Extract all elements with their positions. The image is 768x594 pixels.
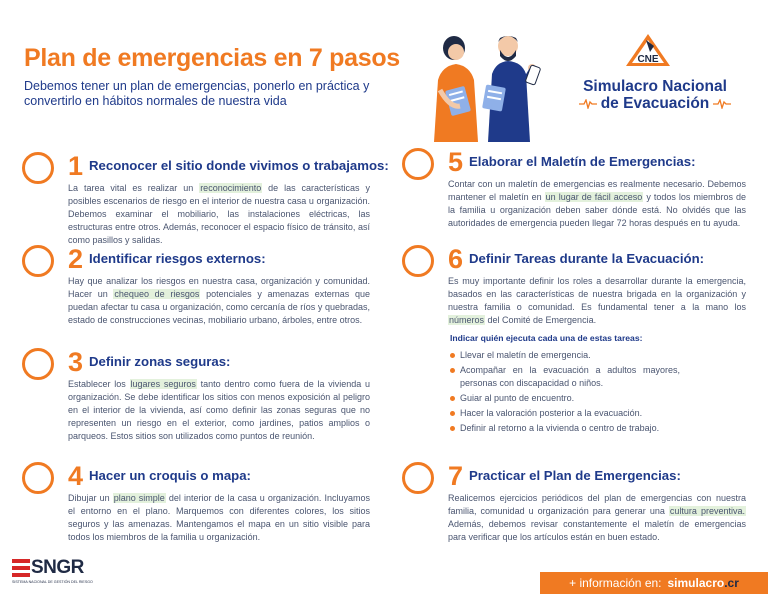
list-item xyxy=(450,364,680,390)
step-text: tanto dentro como fuera de la vivienda u organización. Se debe identificar los sitios con menos exposición al peligro en el interior de la vivienda, así como definir las zonas seguras que no representen un riesgo en el exterior, como jardines, patios amplios o parqueos. Estos sitios son utilizados como puntos de reunión. xyxy=(68,379,370,441)
url-main: simulacro xyxy=(667,576,725,590)
step-text: de las características y posibles escenarios de riesgo en el interior de nuestra casa u organización. Debemos examinar el mobiliario, las instalaciones eléctricas, las estructuras entre otros. Además, reconocer el espacio físico de tránsito, así como pasillos y salidas. xyxy=(68,183,370,245)
step-highlight: cultura preventiva. xyxy=(669,506,745,516)
step-number: 2 xyxy=(68,244,84,274)
url-tld: .cr xyxy=(724,576,739,590)
step-text: Además, debemos revisar constantemente el maletín de emergencias para verificar que los artículos están en buen estado. xyxy=(448,519,746,542)
tasks-list xyxy=(450,349,690,437)
step-number: 4 xyxy=(68,461,84,491)
step-highlight: plano simple xyxy=(113,493,165,503)
list-item-text: Guiar al punto de encuentro. xyxy=(460,393,575,403)
step-text: y todos los miembros de la familia u organización deben saber dónde está. No olvidés que las autoridades de emergencia pueden llegar 72 horas después en tu ayuda. xyxy=(448,192,746,228)
step-text: potenciales y amenazas externas que puedan afectar tu casa u organización, como cercanía de ríos y quebradas, estado de construcciones vecinas, mobiliario urbano, árboles, entre otros. xyxy=(68,289,370,325)
bullet-icon xyxy=(450,411,455,416)
step-body xyxy=(68,275,370,327)
step-body xyxy=(448,275,746,327)
step-number: 6 xyxy=(448,244,464,274)
step-number: 7 xyxy=(448,461,464,491)
step-5 xyxy=(402,148,752,238)
bullet-icon xyxy=(450,368,455,373)
step-text: Dibujar un xyxy=(68,493,113,503)
step-circle-icon xyxy=(22,152,54,184)
step-6 xyxy=(402,245,752,335)
step-highlight: un lugar de fácil acceso xyxy=(545,192,643,202)
step-text: La tarea vital es realizar un xyxy=(68,183,200,193)
brand-line-2: de Evacuación xyxy=(600,95,710,112)
step-heading: Practicar el Plan de Emergencias: xyxy=(469,468,681,483)
step-highlight: chequeo de riesgos xyxy=(114,289,200,299)
list-item-text: Acompañar en la evacuación a adultos mayores, personas con discapacidad o niños. xyxy=(460,365,680,388)
sngr-logo xyxy=(12,557,112,589)
sngr-name: SISTEMA NACIONAL DE GESTIÓN DEL RIESGO xyxy=(12,580,93,584)
page-subtitle: Debemos tener un plan de emergencias, ponerlo en práctica y convertirlo en hábitos normales de nuestra vida xyxy=(24,79,370,108)
step-number: 3 xyxy=(68,347,84,377)
cne-logo xyxy=(624,32,672,68)
step-7 xyxy=(402,462,752,552)
list-item xyxy=(450,422,690,435)
step-circle-icon xyxy=(402,245,434,277)
step-text: Establecer los xyxy=(68,379,130,389)
people-illustration xyxy=(412,30,552,142)
list-item-text: Definir al retorno a la vivienda o centro de trabajo. xyxy=(460,423,660,433)
step-text: Es muy importante definir los roles a desarrollar durante la emergencia, basados en las características de nuestra brigada en la organización y nuestra familia o comunidad. Es fundamental tener a la mano los xyxy=(448,276,746,312)
step-2 xyxy=(22,245,372,340)
step-number: 1 xyxy=(68,151,84,181)
sngr-acronym: SNGR xyxy=(31,557,84,578)
step-circle-icon xyxy=(402,462,434,494)
bullet-icon xyxy=(450,426,455,431)
step-text: Contar con un maletín de emergencias es realmente necesario. Debemos mantener el maletín en xyxy=(448,179,746,202)
step-body xyxy=(68,182,370,247)
step-highlight: números xyxy=(449,315,485,325)
step-3 xyxy=(22,348,372,458)
info-label: + información en: xyxy=(569,576,662,590)
sngr-mark-icon xyxy=(12,559,30,577)
page-title: Plan de emergencias en 7 pasos xyxy=(24,44,400,72)
cne-acronym: CNE xyxy=(637,54,659,65)
step-text: Realicemos ejercicios periódicos del plan de emergencias con nuestra familia, comunidad u organización para generar una xyxy=(448,493,746,516)
step-heading: Definir zonas seguras: xyxy=(89,354,231,369)
info-banner[interactable] xyxy=(540,572,768,594)
bullet-icon xyxy=(450,353,455,358)
list-item xyxy=(450,407,690,420)
step-body xyxy=(448,178,746,230)
step-body xyxy=(68,378,370,443)
list-item xyxy=(450,392,690,405)
step-1 xyxy=(22,151,389,247)
step-circle-icon xyxy=(22,462,54,494)
step-heading: Hacer un croquis o mapa: xyxy=(89,468,251,483)
bullet-icon xyxy=(450,396,455,401)
step-body xyxy=(448,492,746,544)
step-circle-icon xyxy=(402,148,434,180)
step-circle-icon xyxy=(22,245,54,277)
tasks-title: Indicar quién ejecuta cada una de estas tareas: xyxy=(450,333,643,343)
pulse-left-icon xyxy=(579,99,597,109)
step-heading: Identificar riesgos externos: xyxy=(89,251,266,266)
step-text: del interior de la casa u organización. Incluyamos el entorno en el plano. Marquemos con diferentes colores, los sitios seguros y las amenazas. Mantengamos el mapa en un sitio visible para todos los miembros de la familia u organización. xyxy=(68,493,371,542)
step-circle-icon xyxy=(22,348,54,380)
brand-line-1: Simulacro Nacional xyxy=(583,78,727,95)
list-item-text: Hacer la valoración posterior a la evacuación. xyxy=(460,408,643,418)
step-text: Hay que analizar los riesgos en nuestra casa, organización y comunidad. Hacer un xyxy=(68,276,370,299)
step-heading: Definir Tareas durante la Evacuación: xyxy=(469,251,705,266)
pulse-right-icon xyxy=(713,99,731,109)
step-heading: Reconocer el sitio donde vivimos o trabajamos: xyxy=(89,158,389,173)
info-link[interactable] xyxy=(668,576,739,590)
step-number: 5 xyxy=(448,147,464,177)
step-body xyxy=(68,492,370,544)
list-item-text: Llevar el maletín de emergencia. xyxy=(460,350,591,360)
step-highlight: reconocimiento xyxy=(200,183,262,193)
step-heading: Elaborar el Maletín de Emergencias: xyxy=(469,154,696,169)
step-4 xyxy=(22,462,372,552)
step-highlight: lugares seguros xyxy=(130,379,196,389)
brand-line-2-wrap xyxy=(579,95,732,112)
list-item xyxy=(450,349,690,362)
simulacro-brand xyxy=(572,78,738,113)
step-text: del Comité de Emergencia. xyxy=(485,315,597,325)
